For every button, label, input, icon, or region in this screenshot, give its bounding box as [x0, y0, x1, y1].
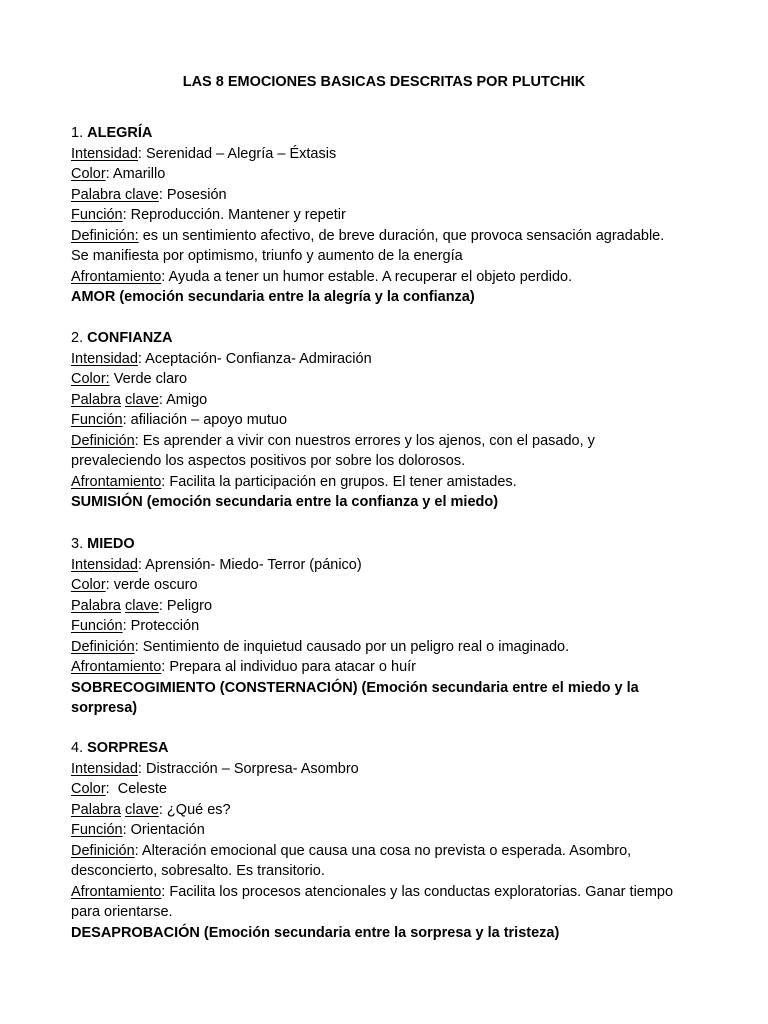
intensidad-line [71, 349, 711, 370]
funcion-value: : Protección [122, 618, 200, 634]
clave-label: clave [125, 597, 159, 614]
section-alegria [71, 123, 711, 308]
funcion-label: Función [71, 412, 123, 428]
color-label: Color [71, 166, 106, 182]
intensidad-value: : Distracción – Sorpresa- Asombro [137, 760, 359, 777]
palabra-clave-label: Palabra clave [71, 186, 159, 203]
definicion-value: : Es aprender a vivir con nuestros errores y los ajenos, con el pasado, y [134, 432, 595, 449]
afrontamiento-label: Afrontamiento [71, 883, 162, 900]
secondary-emotion: AMOR (emoción secundaria entre la alegría y la confianza) [71, 289, 475, 305]
color-label: Color: [71, 371, 110, 387]
color-line [71, 779, 711, 800]
intensidad-label: Intensidad [71, 760, 138, 777]
color-label: Color [71, 781, 106, 797]
color-line [71, 164, 711, 185]
afrontamiento-label: Afrontamiento [71, 268, 162, 285]
afrontamiento-label: Afrontamiento [71, 659, 162, 675]
section-miedo [71, 534, 711, 719]
section-number: 3. [71, 536, 84, 552]
color-line [71, 369, 711, 390]
funcion-line [71, 616, 711, 637]
definicion-value: es un sentimiento afectivo, de breve duración, que provoca sensación agradable. [138, 227, 665, 244]
afrontamiento-continuation: para orientarse. [71, 904, 173, 920]
definicion-label: Definición [71, 432, 135, 449]
color-value: : verde oscuro [105, 577, 198, 593]
section-name: MIEDO [87, 536, 135, 552]
funcion-line [71, 205, 711, 226]
afrontamiento-label: Afrontamiento [71, 473, 162, 490]
definicion-line [71, 841, 711, 862]
clave-label: clave [125, 801, 159, 818]
intensidad-value: : Serenidad – Alegría – Éxtasis [137, 145, 337, 162]
funcion-label: Función [71, 822, 123, 838]
afrontamiento-line [71, 472, 711, 493]
palabra-clave-value: : Posesión [158, 186, 227, 203]
document-title: LAS 8 EMOCIONES BASICAS DESCRITAS POR PLUTCHIK [182, 74, 586, 90]
intensidad-label: Intensidad [71, 350, 138, 367]
palabra-clave-value: : Amigo [158, 391, 208, 408]
palabra-clave-value: : Peligro [158, 597, 213, 614]
definicion-continuation: desconcierto, sobresalto. Es transitorio. [71, 863, 325, 879]
intensidad-line [71, 144, 711, 165]
funcion-line [71, 410, 711, 431]
intensidad-label: Intensidad [71, 145, 138, 162]
funcion-value: : Orientación [122, 822, 205, 838]
intensidad-label: Intensidad [71, 556, 138, 573]
color-label: Color [71, 577, 106, 593]
palabra-clave-line [71, 390, 711, 411]
definicion-line [71, 226, 711, 247]
definicion-value: : Alteración emocional que causa una cosa no prevista o esperada. Asombro, [134, 842, 632, 859]
afrontamiento-line [71, 657, 711, 678]
color-line [71, 575, 711, 596]
intensidad-value: : Aprensión- Miedo- Terror (pánico) [137, 556, 362, 573]
definicion-continuation: Se manifiesta por optimismo, triunfo y aumento de la energía [71, 248, 463, 264]
definicion-value: : Sentimiento de inquietud causado por un peligro real o imaginado. [134, 638, 570, 655]
palabra-clave-line [71, 596, 711, 617]
section-heading [71, 534, 711, 555]
afrontamiento-line [71, 267, 711, 288]
section-number: 4. [71, 740, 84, 756]
intensidad-line [71, 555, 711, 576]
afrontamiento-value: : Facilita los procesos atencionales y las conductas exploratorias. Ganar tiempo [161, 883, 674, 900]
secondary-emotion: SUMISIÓN (emoción secundaria entre la confianza y el miedo) [71, 494, 499, 510]
definicion-line [71, 431, 711, 452]
definicion-label: Definición [71, 842, 135, 859]
palabra-clave-line [71, 185, 711, 206]
afrontamiento-value: : Ayuda a tener un humor estable. A recuperar el objeto perdido. [161, 268, 573, 285]
definicion-continuation: prevaleciendo los aspectos positivos por sobre los dolorosos. [71, 453, 466, 469]
section-heading [71, 123, 711, 144]
definicion-label: Definición [71, 638, 135, 655]
section-heading [71, 738, 711, 759]
funcion-label: Función [71, 618, 123, 634]
definicion-label: Definición: [71, 227, 139, 244]
section-name: CONFIANZA [87, 330, 173, 346]
palabra-label: Palabra [71, 597, 121, 614]
intensidad-value: : Aceptación- Confianza- Admiración [137, 350, 372, 367]
secondary-emotion-continuation: sorpresa) [71, 700, 138, 716]
palabra-clave-value: : ¿Qué es? [158, 801, 231, 818]
palabra-label: Palabra [71, 801, 121, 818]
section-sorpresa [71, 738, 711, 943]
color-value: : Amarillo [105, 166, 166, 182]
section-name: ALEGRÍA [87, 125, 153, 141]
funcion-line [71, 820, 711, 841]
definicion-line [71, 637, 711, 658]
intensidad-line [71, 759, 711, 780]
clave-label: clave [125, 391, 159, 408]
afrontamiento-line [71, 882, 711, 903]
section-heading [71, 328, 711, 349]
section-confianza [71, 328, 711, 513]
afrontamiento-value: : Facilita la participación en grupos. El tener amistades. [161, 473, 517, 490]
section-number: 2. [71, 330, 84, 346]
section-name: SORPRESA [87, 740, 169, 756]
color-value: Verde claro [109, 371, 188, 387]
secondary-emotion: DESAPROBACIÓN (Emoción secundaria entre la sorpresa y la tristeza) [71, 924, 560, 941]
color-value: : Celeste [105, 781, 167, 797]
palabra-clave-line [71, 800, 711, 821]
funcion-value: : afiliación – apoyo mutuo [122, 412, 288, 428]
section-number: 1. [71, 125, 84, 141]
secondary-emotion: SOBRECOGIMIENTO (CONSTERNACIÓN) (Emoción secundaria entre el miedo y la [71, 679, 639, 696]
funcion-value: : Reproducción. Mantener y repetir [122, 207, 346, 223]
palabra-label: Palabra [71, 391, 121, 408]
funcion-label: Función [71, 207, 123, 223]
afrontamiento-value: : Prepara al individuo para atacar o huír [161, 659, 416, 675]
